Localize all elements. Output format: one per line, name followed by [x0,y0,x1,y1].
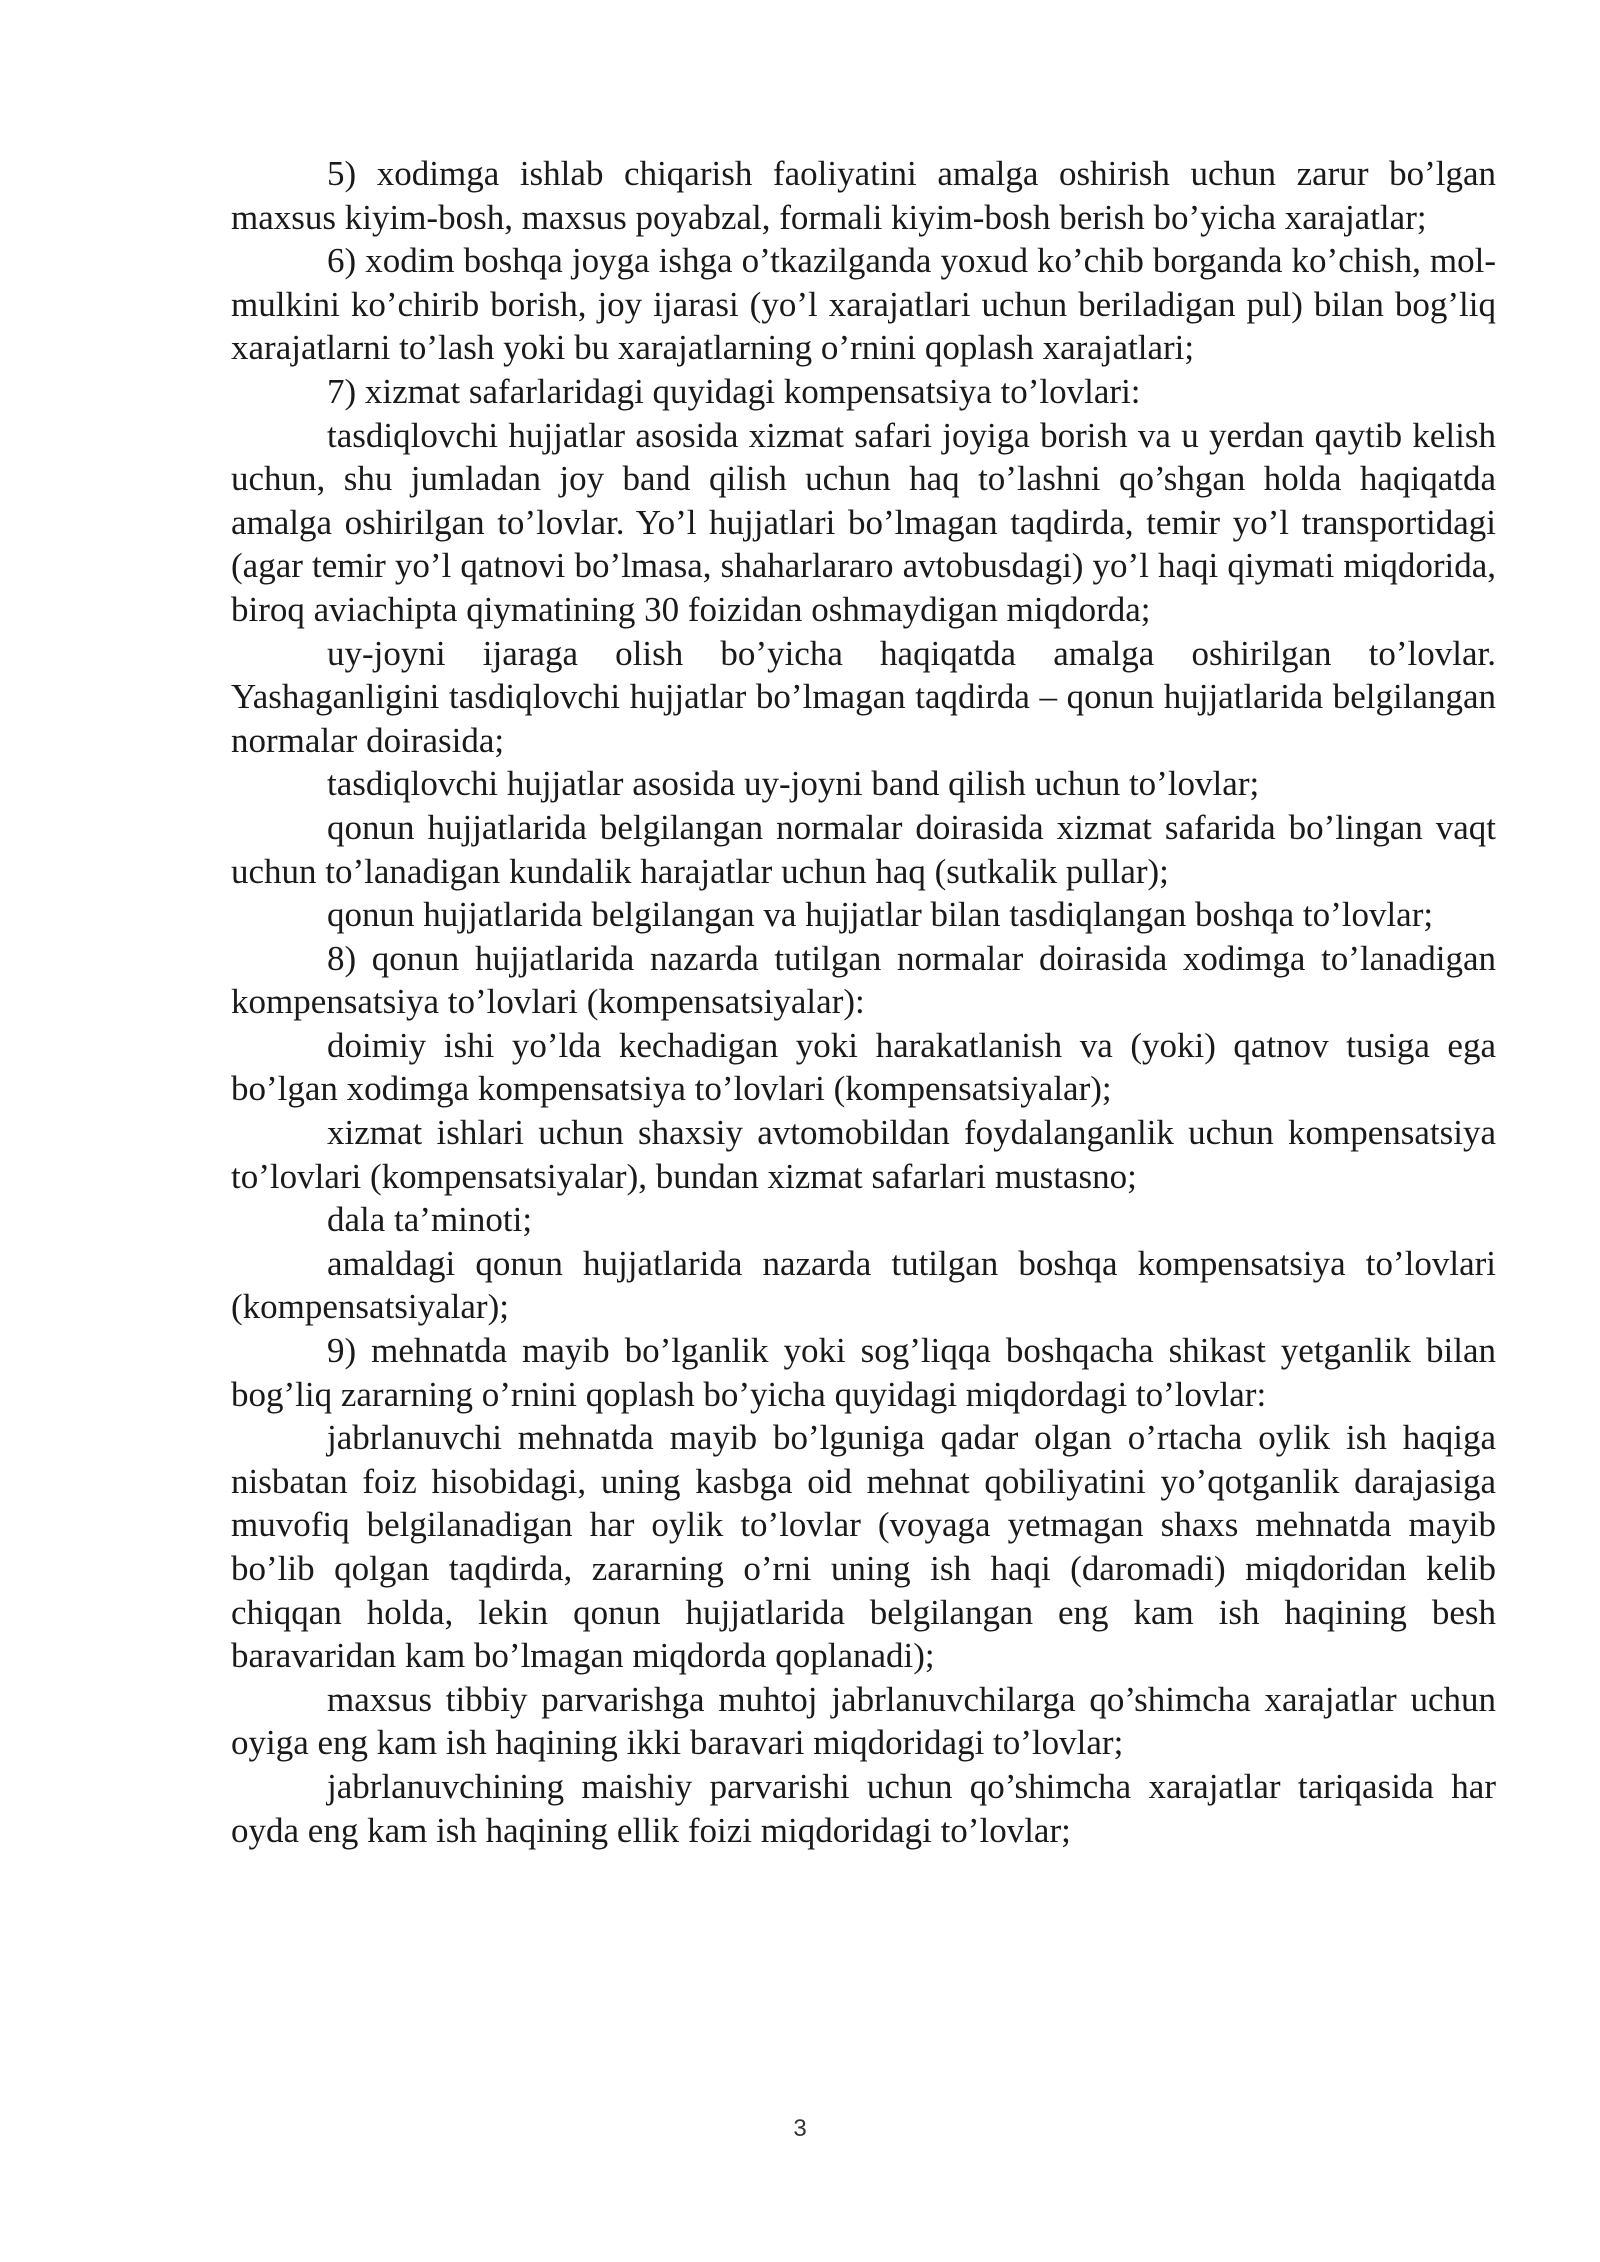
paragraph-other-payments: qonun hujjatlarida belgilangan va hujjatlar bilan tasdiqlangan boshqa to’lovlar; [327,895,1434,935]
page-number: 3 [793,2115,807,2142]
paragraph-housing-rent: uy-joyni ijaraga olish bo’yicha haqiqatda amalga oshirilgan to’lovlar. Yashaganligini tasdiqlovchi hujjatlar bo’lmagan taqdirda – qonun hujjatlarida belgilangan normalar doirasida; [231,633,1496,760]
paragraph-item-8: 8) qonun hujjatlarida nazarda tutilgan normalar doirasida xodimga to’lanadigan kompensatsiya to’lovlari (kompensatsiyalar): [231,938,1496,1022]
paragraph-item-9: 9) mehnatda mayib bo’lganlik yoki sog’liqqa boshqacha shikast yetganlik bilan bog’liq zararning o’rnini qoplash bo’yicha quyidagi miqdordagi to’lovlar: [231,1331,1496,1414]
document-body [231,152,1496,1852]
paragraph-field-provision: dala ta’minoti; [327,1200,533,1240]
paragraph-medical-care-payments: maxsus tibbiy parvarishga muhtoj jabrlanuvchilarga qo’shimcha xarajatlar uchun oyiga eng kam ish haqining ikki baravari miqdoridagi to’lovlar; [231,1679,1496,1763]
paragraph-travel-tickets: tasdiqlovchi hujjatlar asosida xizmat safari joyiga borish va u yerdan qaytib kelish uchun, shu jumladan joy band qilish uchun haq to’lashni qo’shgan holda haqiqatda amalga oshirilgan to’lovlar. Yo’l hujjatlari bo’lmagan taqdirda, temir yo’l transportidagi (agar temir yo’l qatnovi bo’lmasa, shaharlararo avtobusdagi) yo’l haqi qiymati miqdorida, biroq aviachipta qiymatining 30 foizidan oshmaydigan miqdorda; [231,415,1496,629]
paragraph-daily-allowance: qonun hujjatlarida belgilangan normalar doirasida xizmat safarida bo’lingan vaqt uchun to’lanadigan kundalik harajatlar uchun haq (sutkalik pullar); [231,807,1496,891]
paragraph-monthly-injury-payments: jabrlanuvchi mehnatda mayib bo’lguniga qadar olgan o’rtacha oylik ish haqiga nisbatan foiz hisobidagi, uning kasbga oid mehnat qobiliyatini yo’qotganlik darajasiga muvofiq belgilanadigan har oylik to’lovlar (voyaga yetmagan shaxs mehnatda mayib bo’lib qolgan taqdirda, zararning o’rni uning ish haqi (daromadi) miqdoridan kelib chiqqan holda, lekin qonun hujjatlarida belgilangan eng kam ish haqining besh baravaridan kam bo’lmagan miqdorda qoplanadi); [231,1418,1496,1676]
paragraph-other-compensation: amaldagi qonun hujjatlarida nazarda tutilgan boshqa kompensatsiya to’lovlari (kompensatsiyalar); [231,1243,1496,1327]
paragraph-personal-car-compensation: xizmat ishlari uchun shaxsiy avtomobildan foydalanganlik uchun kompensatsiya to’lovlari (kompensatsiyalar), bundan xizmat safarlari mustasno; [231,1113,1496,1196]
paragraph-domestic-care-payments: jabrlanuvchining maishiy parvarishi uchun qo’shimcha xarajatlar tariqasida har oyda eng kam ish haqining ellik foizi miqdoridagi to’lovlar; [231,1766,1496,1850]
paragraph-road-work-compensation: doimiy ishi yo’lda kechadigan yoki harakatlanish va (yoki) qatnov tusiga ega bo’lgan xodimga kompensatsiya to’lovlari (kompensatsiyalar); [231,1025,1496,1109]
paragraph-item-7: 7) xizmat safarlaridagi quyidagi kompensatsiya to’lovlari: [327,371,1141,411]
paragraph-housing-booking: tasdiqlovchi hujjatlar asosida uy-joyni band qilish uchun to’lovlar; [327,764,1260,804]
paragraph-item-6: 6) xodim boshqa joyga ishga o’tkazilganda yoxud ko’chib borganda ko’chish, mol-mulkini ko’chirib borish, joy ijarasi (yo’l xarajatlari uchun beriladigan pul) bilan bog’liq xarajatlarni to’lash yoki bu xarajatlarning o’rnini qoplash xarajatlari; [231,241,1496,368]
paragraph-item-5: 5) xodimga ishlab chiqarish faoliyatini amalga oshirish uchun zarur bo’lgan maxsus kiyim-bosh, maxsus poyabzal, formali kiyim-bosh berish bo’yicha xarajatlar; [231,154,1496,237]
